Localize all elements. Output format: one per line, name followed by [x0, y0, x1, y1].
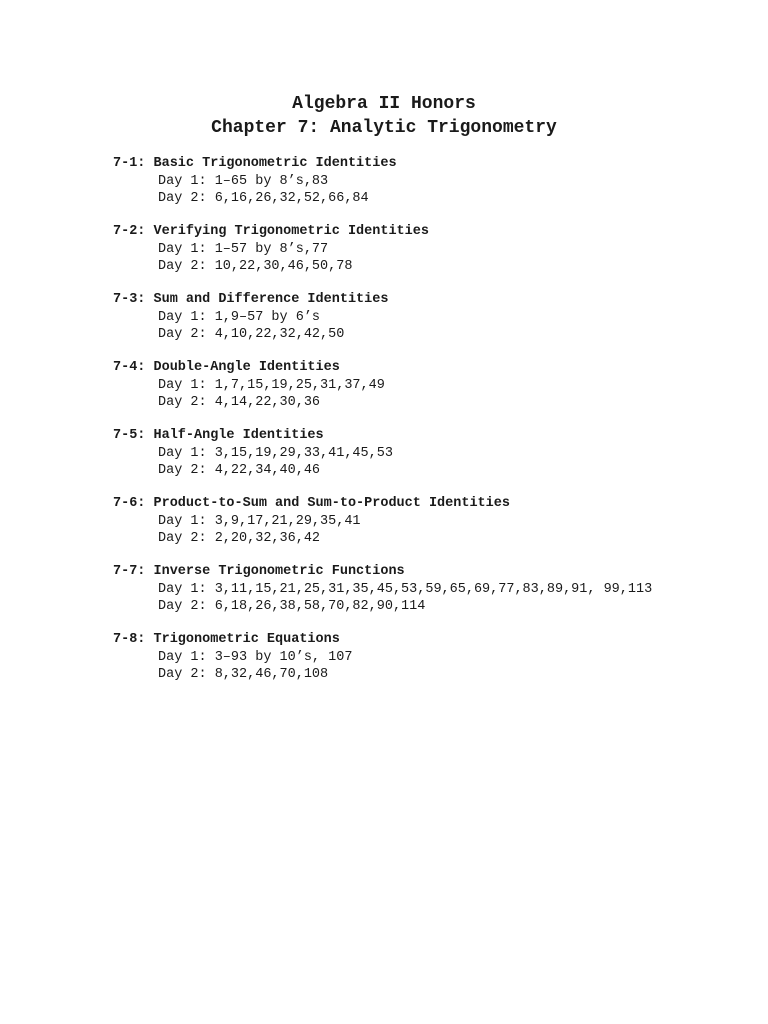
document-header: [0, 92, 768, 140]
day-1-assignment: Day 1: 3,15,19,29,33,41,45,53: [158, 445, 393, 461]
day-1-assignment: Day 1: 1,9–57 by 6’s: [158, 309, 321, 325]
day-2-assignment: Day 2: 4,10,22,32,42,50: [158, 327, 345, 342]
day-2-assignment: Day 2: 4,14,22,30,36: [158, 395, 321, 410]
document-title: Algebra II Honors: [292, 94, 476, 114]
day-2-assignment: Day 2: 6,18,26,38,58,70,82,90,114: [158, 599, 426, 614]
chapter-title: Chapter 7: Analytic Trigonometry: [211, 118, 557, 138]
section-title: 7-3: Sum and Difference Identities: [113, 292, 389, 307]
section-7-5: [113, 427, 713, 480]
section-title: 7-7: Inverse Trigonometric Functions: [113, 564, 405, 579]
section-7-4: [113, 359, 713, 412]
section-7-8: [113, 631, 713, 684]
day-1-assignment: Day 1: 3,9,17,21,29,35,41: [158, 513, 361, 529]
section-7-7: [113, 563, 713, 616]
day-2-assignment: Day 2: 10,22,30,46,50,78: [158, 259, 353, 274]
section-7-1: [113, 155, 713, 208]
section-7-2: [113, 223, 713, 276]
day-2-assignment: Day 2: 2,20,32,36,42: [158, 531, 321, 546]
day-1-assignment: Day 1: 3–93 by 10’s, 107: [158, 649, 353, 665]
section-title: 7-5: Half-Angle Identities: [113, 428, 324, 443]
assignment-list: [113, 155, 713, 699]
section-title: 7-4: Double-Angle Identities: [113, 360, 340, 375]
day-1-assignment: Day 1: 1–57 by 8’s,77: [158, 241, 329, 257]
section-7-3: [113, 291, 713, 344]
section-title: 7-1: Basic Trigonometric Identities: [113, 156, 397, 171]
day-2-assignment: Day 2: 4,22,34,40,46: [158, 463, 321, 478]
day-1-assignment: Day 1: 3,11,15,21,25,31,35,45,53,59,65,69,77,83,89,91, 99,113: [158, 581, 653, 597]
section-title: 7-6: Product-to-Sum and Sum-to-Product Identities: [113, 496, 510, 511]
section-title: 7-2: Verifying Trigonometric Identities: [113, 224, 429, 239]
section-7-6: [113, 495, 713, 548]
section-title: 7-8: Trigonometric Equations: [113, 632, 340, 647]
day-1-assignment: Day 1: 1,7,15,19,25,31,37,49: [158, 377, 385, 393]
day-2-assignment: Day 2: 8,32,46,70,108: [158, 667, 329, 682]
day-2-assignment: Day 2: 6,16,26,32,52,66,84: [158, 191, 369, 206]
day-1-assignment: Day 1: 1–65 by 8’s,83: [158, 173, 329, 189]
